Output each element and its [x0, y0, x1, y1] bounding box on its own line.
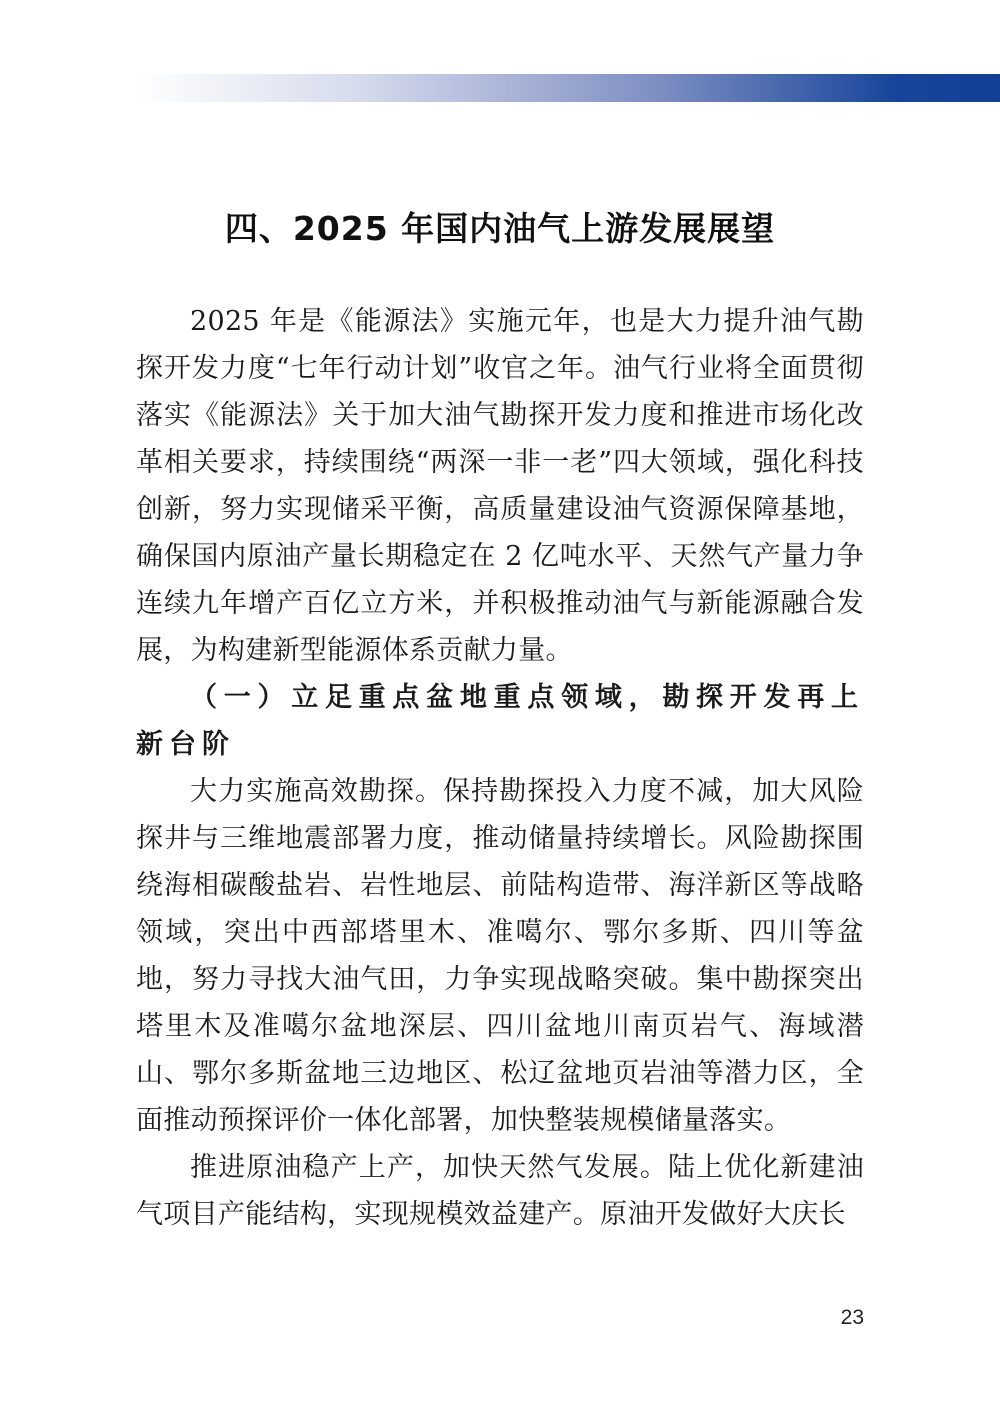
page-number: 23: [840, 1306, 864, 1329]
intro-paragraph: 2025 年是《能源法》实施元年，也是大力提升油气勘探开发力度“七年行动计划”收官之年。油气行业将全面贯彻落实《能源法》关于加大油气勘探开发力度和推进市场化改革相关要求，持续围绕“两深一非一老”四大领域，强化科技创新，努力实现储采平衡，高质量建设油气资源保障基地，确保国内原油产量长期稳定在 2 亿吨水平、天然气产量力争连续九年增产百亿立方米，并积极推动油气与新能源融合发展，为构建新型能源体系贡献力量。: [136, 306, 864, 666]
header-gradient-band: [138, 74, 1000, 102]
section-heading: （一）立足重点盆地重点领域，勘探开发再上新台阶: [136, 682, 864, 760]
document-body: [136, 298, 864, 1238]
exploration-paragraph: 大力实施高效勘探。保持勘探投入力度不减，加大风险探井与三维地震部署力度，推动储量持续增长。风险勘探围绕海相碳酸盐岩、岩性地层、前陆构造带、海洋新区等战略领域，突出中西部塔里木、准噶尔、鄂尔多斯、四川等盆地，努力寻找大油气田，力争实现战略突破。集中勘探突出塔里木及准噶尔盆地深层、四川盆地川南页岩气、海域潜山、鄂尔多斯盆地三边地区、松辽盆地页岩油等潜力区，全面推动预探评价一体化部署，加快整装规模储量落实。: [136, 776, 864, 1136]
production-paragraph: 推进原油稳产上产，加快天然气发展。陆上优化新建油气项目产能结构，实现规模效益建产。原油开发做好大庆长: [136, 1152, 864, 1230]
page-title: 四、2025 年国内油气上游发展展望: [224, 209, 776, 248]
